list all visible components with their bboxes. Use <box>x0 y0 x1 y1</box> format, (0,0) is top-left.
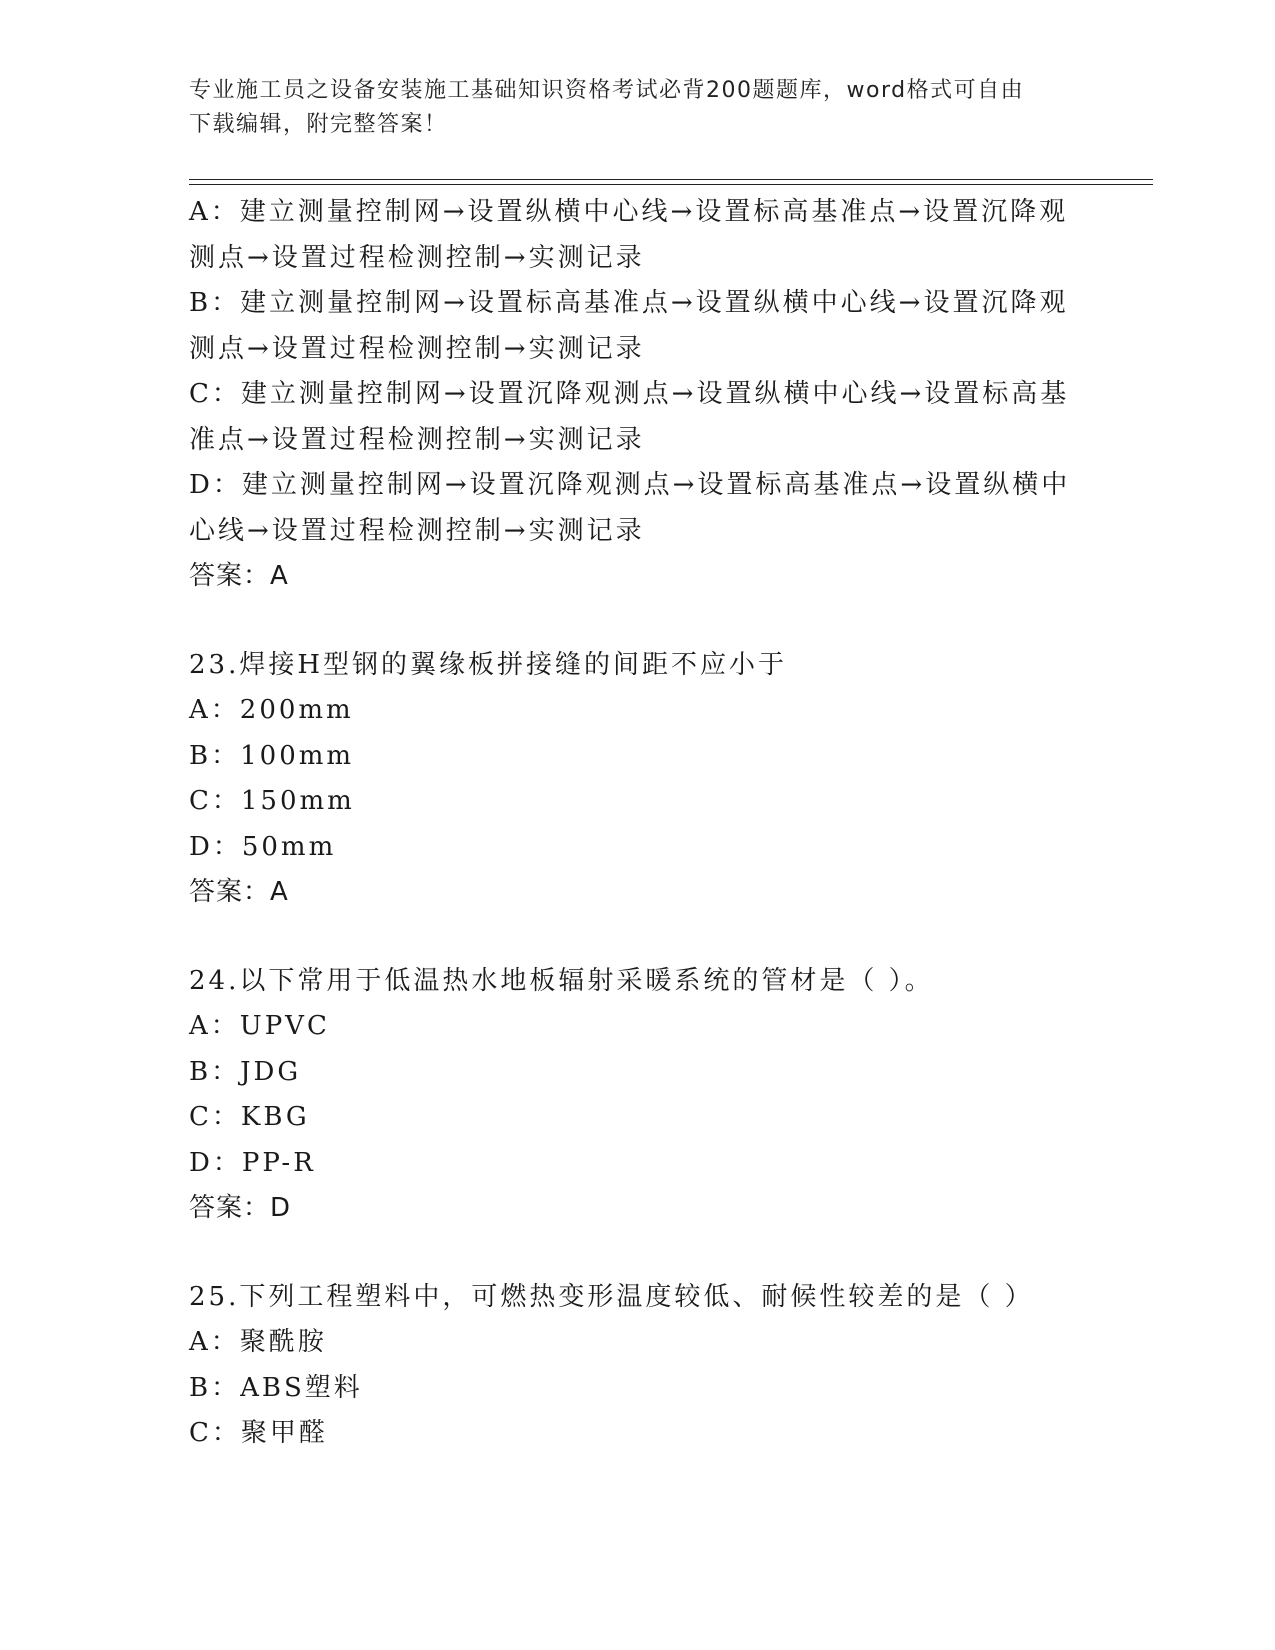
option-b-line-1: B：建立测量控制网→设置标高基准点→设置纵横中心线→设置沉降观 <box>189 288 1069 318</box>
question-25-block <box>189 1275 1089 1457</box>
option-b: B：ABS塑料 <box>189 1372 363 1403</box>
question-23-block <box>189 643 1089 916</box>
spacer <box>189 600 1089 643</box>
answer-text: 答案：A <box>189 561 289 591</box>
question-22-block <box>189 190 1089 600</box>
option-b: B：JDG <box>189 1056 302 1087</box>
option-d-line-1: D：建立测量控制网→设置沉降观测点→设置标高基准点→设置纵横中 <box>189 470 1071 500</box>
header-line-2: 下载编辑，附完整答案！ <box>189 112 448 137</box>
question-title: 24.以下常用于低温热水地板辐射采暖系统的管材是（ ）。 <box>189 965 934 996</box>
option-b-line-2: 测点→设置过程检测控制→实测记录 <box>189 333 645 364</box>
option-c-line-2: 准点→设置过程检测控制→实测记录 <box>189 424 645 455</box>
answer-text: 答案：A <box>189 877 289 907</box>
option-a-line-1: A：建立测量控制网→设置纵横中心线→设置标高基准点→设置沉降观 <box>189 197 1069 227</box>
question-content <box>189 190 1089 1457</box>
option-c-line-1: C：建立测量控制网→设置沉降观测点→设置纵横中心线→设置标高基 <box>189 379 1070 409</box>
option-d: D：PP-R <box>189 1147 316 1178</box>
question-24-block <box>189 959 1089 1232</box>
header-divider-bottom <box>189 184 1153 185</box>
option-a: A：聚酰胺 <box>189 1327 327 1357</box>
option-c: C：KBG <box>189 1102 310 1132</box>
header-divider-top <box>189 179 1153 180</box>
header-line-1: 专业施工员之设备安装施工基础知识资格考试必背200题题库，word格式可自由 <box>189 78 1025 103</box>
document-header <box>189 74 1069 142</box>
spacer <box>189 1232 1089 1275</box>
question-title: 25.下列工程塑料中，可燃热变形温度较低、耐候性较差的是（ ） <box>189 1281 1034 1312</box>
option-a: A：UPVC <box>189 1011 330 1041</box>
option-a-line-2: 测点→设置过程检测控制→实测记录 <box>189 242 645 273</box>
answer-text: 答案：D <box>189 1193 292 1223</box>
option-d-line-2: 心线→设置过程检测控制→实测记录 <box>189 515 645 546</box>
option-c: C：150mm <box>189 786 355 816</box>
option-b: B：100mm <box>189 740 355 771</box>
option-a: A：200mm <box>189 695 354 725</box>
option-c: C：聚甲醛 <box>189 1418 328 1448</box>
spacer <box>189 916 1089 959</box>
question-title: 23.焊接H型钢的翼缘板拼接缝的间距不应小于 <box>189 649 788 680</box>
option-d: D：50mm <box>189 831 337 862</box>
